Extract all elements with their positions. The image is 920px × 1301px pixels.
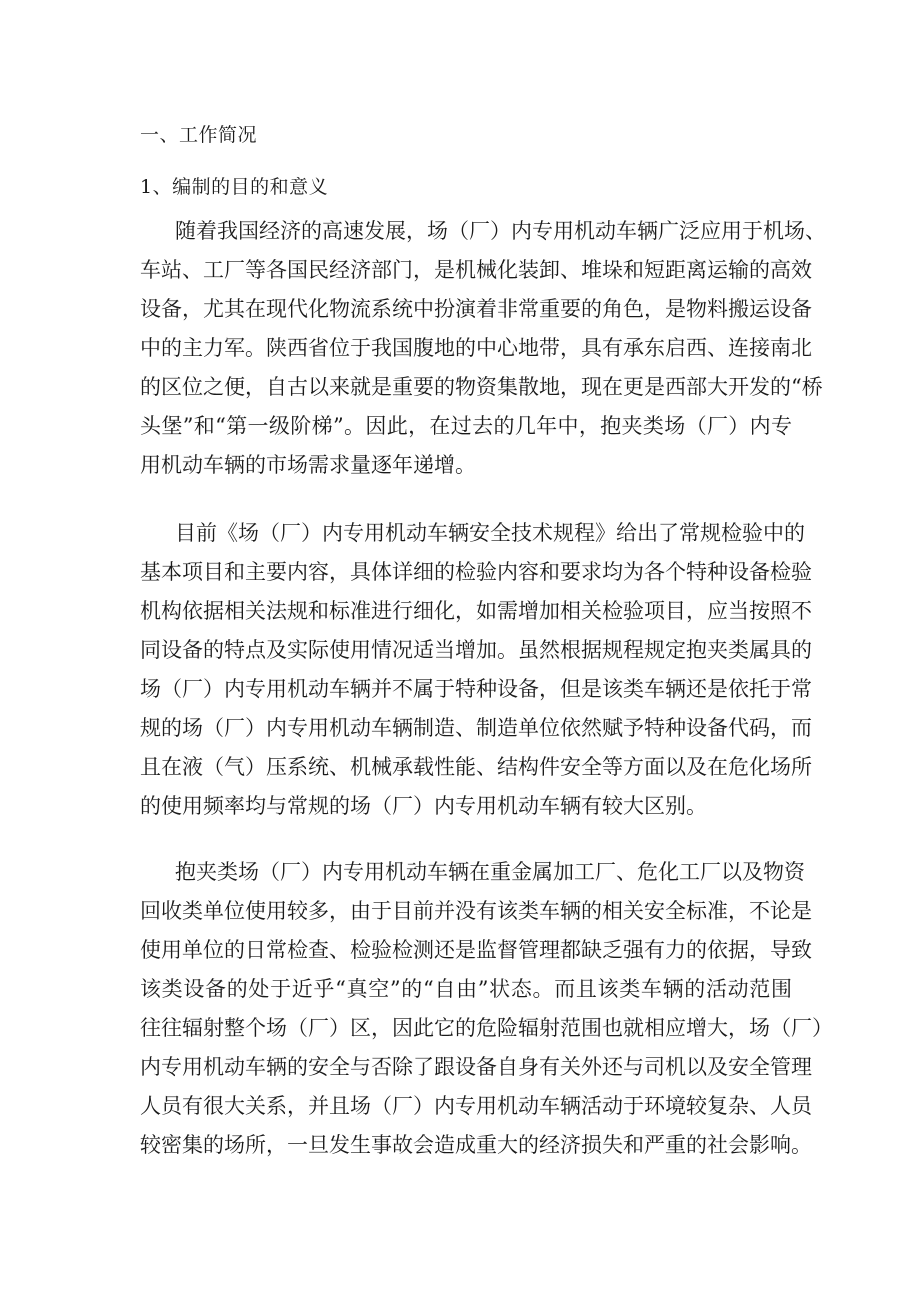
paragraph-line: 较密集的场所，一旦发生事故会造成重大的经济损失和严重的社会影响。 (140, 1133, 812, 1157)
paragraph-line: 使用单位的日常检查、检验检测还是监督管理都缺乏强有力的依据，导致 (140, 938, 812, 962)
paragraph-line: 随着我国经济的高速发展，场（厂）内专用机动车辆广泛应用于机场、 (175, 219, 826, 243)
paragraph-line: 头堡”和“第一级阶梯”。因此，在过去的几年中，抱夹类场（厂）内专 (140, 414, 792, 438)
paragraph-line: 内专用机动车辆的安全与否除了跟设备自身有关外还与司机以及安全管理 (140, 1055, 812, 1079)
section-heading: 一、工作简况 (140, 124, 258, 146)
paragraph-line: 且在液（气）压系统、机械承载性能、结构件安全等方面以及在危化场所 (140, 755, 812, 779)
paragraph-line: 基本项目和主要内容，具体详细的检验内容和要求均为各个特种设备检验 (140, 560, 812, 584)
paragraph-line: 场（厂）内专用机动车辆并不属于特种设备，但是该类车辆还是依托于常 (140, 677, 812, 701)
paragraph-line: 中的主力军。陕西省位于我国腹地的中心地带，具有承东启西、连接南北 (140, 336, 812, 360)
paragraph-3 (140, 853, 833, 1165)
paragraph-line: 回收类单位使用较多，由于目前并没有该类车辆的相关安全标准，不论是 (140, 899, 812, 923)
paragraph-1 (140, 212, 826, 485)
paragraph-line: 目前《场（厂）内专用机动车辆安全技术规程》给出了常规检验中的 (175, 521, 805, 545)
paragraph-line: 的使用频率均与常规的场（厂）内专用机动车辆有较大区别。 (140, 794, 707, 818)
paragraph-line: 机构依据相关法规和标准进行细化，如需增加相关检验项目，应当按照不 (140, 599, 812, 623)
paragraph-line: 规的场（厂）内专用机动车辆制造、制造单位依然赋予特种设备代码，而 (140, 716, 812, 740)
paragraph-line: 人员有很大关系，并且场（厂）内专用机动车辆活动于环境较复杂、人员 (140, 1094, 812, 1118)
paragraph-line: 用机动车辆的市场需求量逐年递增。 (140, 453, 476, 477)
paragraph-line: 的区位之便，自古以来就是重要的物资集散地，现在更是西部大开发的“桥 (140, 375, 823, 399)
paragraph-line: 往往辐射整个场（厂）区，因此它的危险辐射范围也就相应增大，场（厂） (140, 1016, 833, 1040)
subsection-heading: 1、编制的目的和意义 (140, 176, 329, 198)
paragraph-line: 设备，尤其在现代化物流系统中扮演着非常重要的角色，是物料搬运设备 (140, 297, 812, 321)
paragraph-2 (140, 514, 812, 826)
paragraph-line: 该类设备的处于近乎“真空”的“自由”状态。而且该类车辆的活动范围 (140, 977, 792, 1001)
paragraph-line: 抱夹类场（厂）内专用机动车辆在重金属加工厂、危化工厂以及物资 (175, 860, 805, 884)
paragraph-line: 同设备的特点及实际使用情况适当增加。虽然根据规程规定抱夹类属具的 (140, 638, 812, 662)
paragraph-line: 车站、工厂等各国民经济部门，是机械化装卸、堆垛和短距离运输的高效 (140, 258, 812, 282)
